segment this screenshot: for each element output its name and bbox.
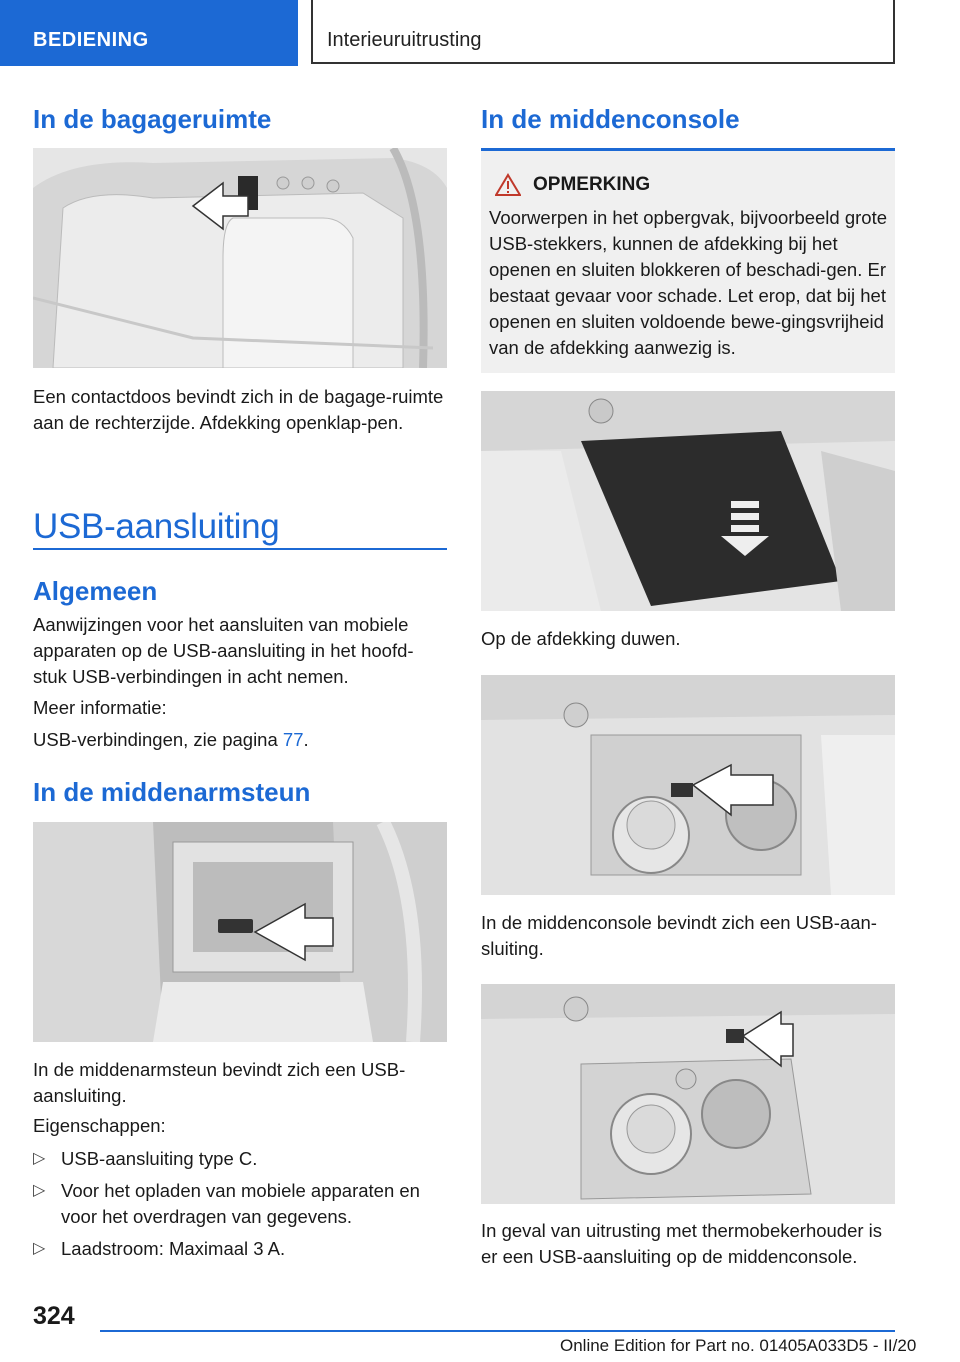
warning-triangle-icon <box>495 173 521 197</box>
caption-3: In geval van uitrusting met thermobekerhouder is er een USB-aansluiting op de middenconsole. <box>481 1220 883 1267</box>
more-info-label: Meer informatie: <box>33 697 167 718</box>
heading-rule <box>33 548 447 550</box>
properties-label: Eigenschappen: <box>33 1115 166 1136</box>
page-reference <box>33 727 447 753</box>
list-item-text: Laadstroom: Maximaal 3 A. <box>61 1238 286 1259</box>
usb-heading: USB-aansluiting <box>33 507 280 546</box>
armrest-text: In de middenarmsteun bevindt zich een USB-aansluiting. <box>33 1059 406 1106</box>
list-item <box>33 1146 447 1172</box>
triangle-right-icon: ▷ <box>33 1150 46 1167</box>
list-item-text: USB-aansluiting type C. <box>61 1148 258 1169</box>
luggage-heading: In de bagageruimte <box>33 104 272 134</box>
caption-1: Op de afdekking duwen. <box>481 628 681 649</box>
luggage-text: Een contactdoos bevindt zich in de bagage-ruimte aan de rechterzijde. Afdekking openklap-pen. <box>33 386 444 433</box>
console-heading: In de middenconsole <box>481 104 740 134</box>
edition-text: Online Edition for Part no. 01405A033D5 - II/20 <box>560 1336 917 1355</box>
note-text: Voorwerpen in het opbergvak, bijvoorbeeld grote USB-stekkers, kunnen de afdekking bij het openen en sluiten blokkeren of beschadi-gen. Er bestaat gevaar voor schade. Let erop, dat bij het openen en sluiten voldoende bewe-gingsvrijheid van de afdekking aanwezig is. <box>489 207 888 358</box>
list-item <box>33 1178 447 1230</box>
section-tab: BEDIENING <box>0 0 298 66</box>
triangle-right-icon: ▷ <box>33 1240 46 1257</box>
note-label: OPMERKING <box>533 174 651 195</box>
console-cover-image <box>481 391 895 611</box>
general-text: Aanwijzingen voor het aansluiten van mobiele apparaten op de USB-aansluiting in het hoofd-stuk USB-verbindingen in acht nemen. <box>33 614 414 687</box>
chapter-title: Interieuruitrusting <box>311 0 895 64</box>
list-item-text: Voor het opladen van mobiele apparaten en voor het overdragen van gegevens. <box>61 1180 420 1227</box>
note-header <box>489 173 887 197</box>
console-usb-image <box>481 675 895 895</box>
note-box <box>481 151 895 373</box>
armrest-image <box>33 822 447 1042</box>
general-heading: Algemeen <box>33 576 158 606</box>
reference-text: USB-verbindingen, zie pagina <box>33 729 283 750</box>
reference-link[interactable]: 77 <box>282 729 304 750</box>
armrest-heading: In de middenarmsteun <box>33 777 311 807</box>
luggage-image <box>33 148 447 368</box>
triangle-right-icon: ▷ <box>33 1182 46 1199</box>
console-cupholder-image <box>481 984 895 1204</box>
list-item <box>33 1236 447 1262</box>
page-number: 324 <box>33 1302 75 1330</box>
reference-end: . <box>303 729 309 750</box>
caption-2: In de middenconsole bevindt zich een USB-aan-sluiting. <box>481 912 877 959</box>
footer-rule <box>100 1330 895 1332</box>
property-list <box>33 1146 447 1262</box>
